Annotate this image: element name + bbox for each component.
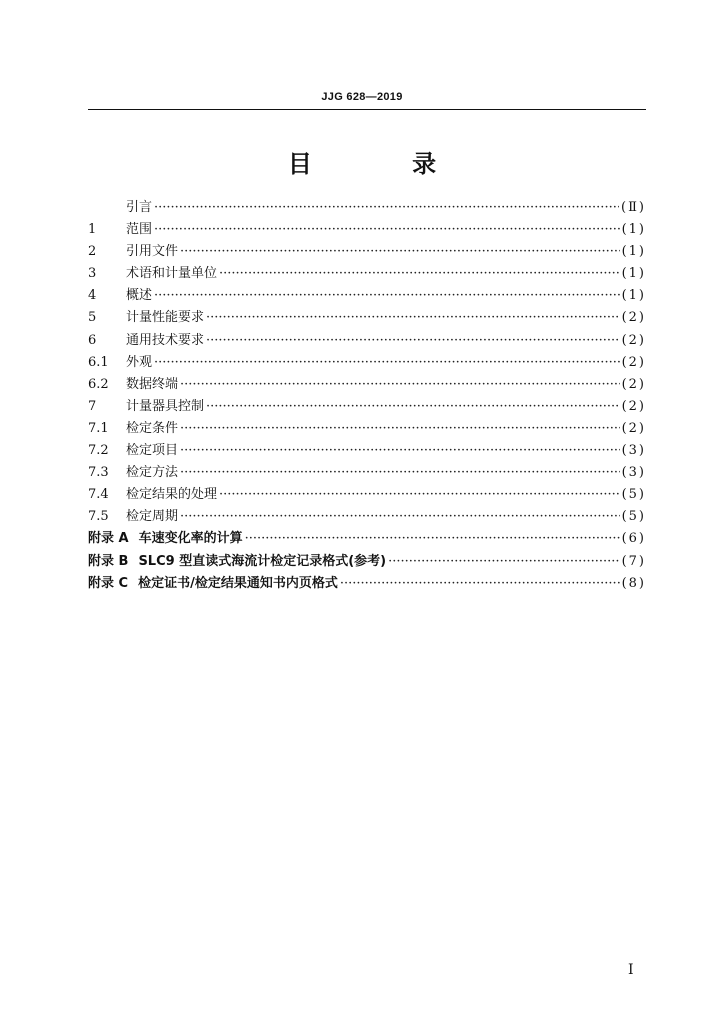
table-of-contents [88, 197, 646, 595]
toc-leader-dots [154, 285, 620, 307]
toc-entry-title: 术语和计量单位 [126, 266, 218, 282]
toc-entry-number: 6 [88, 332, 97, 348]
standard-code-header: JJG 628—2019 [321, 91, 403, 103]
toc-entry[interactable] [88, 374, 646, 396]
toc-entry-number: 6.1 [88, 354, 109, 370]
toc-entry[interactable] [88, 440, 646, 462]
toc-entry-title: 计量性能要求 [126, 310, 205, 326]
toc-leader-dots [180, 374, 620, 396]
toc-entry-page: (2) [621, 376, 646, 392]
toc-entry-title: 检定方法 [126, 465, 179, 481]
toc-entry-title: 计量器具控制 [126, 398, 205, 414]
toc-leader-dots [154, 219, 620, 241]
toc-leader-dots [206, 330, 620, 352]
toc-entry-title: 引言 [126, 200, 153, 215]
toc-entry-title: 车速变化率的计算 [138, 531, 243, 547]
toc-entry-page: (1) [621, 244, 646, 260]
toc-entry[interactable] [88, 263, 646, 285]
toc-entry-title: 外观 [126, 354, 153, 370]
toc-entry-appendix[interactable] [88, 528, 646, 550]
toc-leader-dots [180, 440, 620, 462]
toc-entry-page: (1) [621, 266, 646, 282]
toc-entry-number: 2 [88, 244, 97, 260]
toc-entry-number: 7.2 [88, 443, 109, 459]
toc-entry[interactable] [88, 506, 646, 528]
toc-leader-dots [180, 418, 620, 440]
toc-entry-page: (2) [621, 332, 646, 348]
toc-entry-title: 检定项目 [126, 443, 179, 459]
toc-entry-number: 7.4 [88, 487, 109, 503]
toc-entry-number: 6.2 [88, 376, 109, 392]
toc-entry-page: (3) [621, 465, 646, 481]
toc-entry-page: (2) [621, 420, 646, 436]
toc-entry-number: 7 [88, 398, 97, 414]
toc-leader-dots [206, 307, 620, 329]
toc-entry-title: 概述 [126, 288, 153, 304]
toc-leader-dots [206, 396, 620, 418]
toc-entry[interactable] [88, 352, 646, 374]
toc-entry-title: 数据终端 [126, 376, 179, 392]
toc-leader-dots [180, 241, 620, 263]
toc-entry-number: 7.5 [88, 509, 109, 525]
toc-leader-dots [219, 263, 620, 285]
toc-entry-number: 4 [88, 288, 97, 304]
toc-entry-page: (2) [621, 354, 646, 370]
toc-entry-number: 5 [88, 310, 97, 326]
toc-entry-number: 3 [88, 266, 97, 282]
toc-entry-number: 1 [88, 222, 97, 238]
toc-leader-dots [180, 462, 620, 484]
toc-entry-page: (Ⅱ) [621, 200, 646, 215]
toc-entry-page: (2) [621, 398, 646, 414]
toc-entry-page: (2) [621, 310, 646, 326]
toc-entry-title: 检定证书/检定结果通知书内页格式 [138, 575, 338, 591]
toc-entry[interactable] [88, 462, 646, 484]
toc-entry-title: 检定结果的处理 [126, 487, 218, 503]
header-divider [88, 109, 646, 110]
toc-entry[interactable] [88, 197, 646, 219]
toc-entry-number: 附录 C [88, 575, 129, 591]
toc-entry[interactable] [88, 219, 646, 241]
toc-entry-page: (7) [621, 553, 646, 569]
toc-entry-title: 检定条件 [126, 420, 179, 436]
toc-entry-title: 检定周期 [126, 509, 179, 525]
toc-entry-title: SLC9 型直读式海流计检定记录格式(参考) [138, 553, 387, 569]
toc-entry-appendix[interactable] [88, 551, 646, 573]
toc-entry[interactable] [88, 285, 646, 307]
toc-leader-dots [388, 551, 619, 573]
page-number: I [628, 962, 634, 978]
toc-leader-dots [154, 352, 620, 374]
toc-entry[interactable] [88, 241, 646, 263]
toc-entry-number: 附录 A [88, 531, 129, 547]
toc-leader-dots [340, 573, 620, 595]
toc-leader-dots [245, 528, 620, 550]
toc-entry-appendix[interactable] [88, 573, 646, 595]
toc-entry[interactable] [88, 307, 646, 329]
page-title: 目 录 [287, 150, 483, 178]
toc-leader-dots [154, 197, 619, 219]
toc-leader-dots [180, 506, 620, 528]
toc-entry-page: (1) [621, 288, 646, 304]
toc-entry-number: 附录 B [88, 553, 129, 569]
toc-entry[interactable] [88, 484, 646, 506]
toc-entry-page: (1) [621, 222, 646, 238]
toc-entry-title: 通用技术要求 [126, 332, 205, 348]
toc-leader-dots [219, 484, 620, 506]
toc-entry-page: (3) [621, 443, 646, 459]
toc-entry-page: (5) [621, 509, 646, 525]
toc-entry-number: 7.3 [88, 465, 109, 481]
toc-entry[interactable] [88, 418, 646, 440]
toc-entry-page: (6) [621, 531, 646, 547]
toc-entry-title: 引用文件 [126, 244, 179, 260]
toc-entry-number: 7.1 [88, 420, 109, 436]
toc-entry-page: (5) [621, 487, 646, 503]
toc-entry-page: (8) [621, 575, 646, 591]
toc-entry-title: 范围 [126, 222, 153, 238]
toc-entry[interactable] [88, 330, 646, 352]
toc-entry[interactable] [88, 396, 646, 418]
